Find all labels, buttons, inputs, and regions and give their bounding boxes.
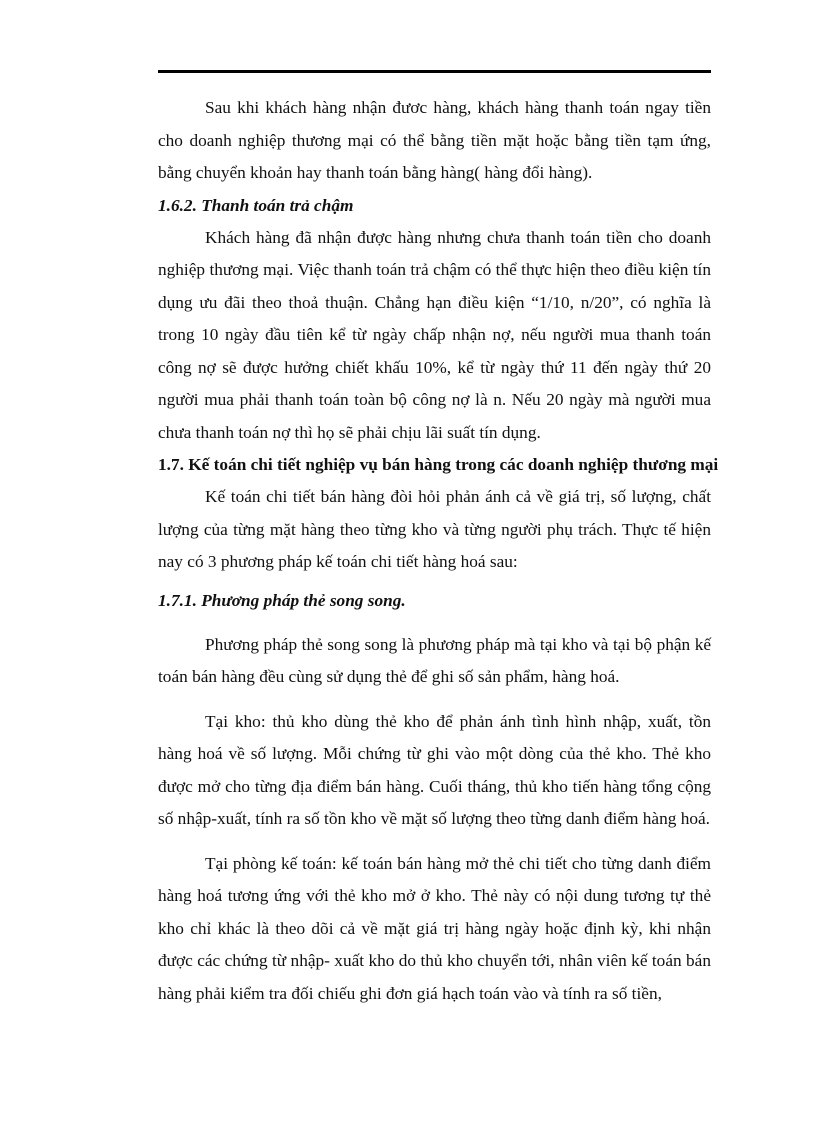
paragraph-detailed-accounting: Kế toán chi tiết bán hàng đòi hỏi phản ánh cả về giá trị, số lượng, chất lượng của từng mặt hàng theo từng kho và từng người phụ trách. Thực tế hiện nay có 3 phương pháp kế toán chi tiết hàng hoá sau: bbox=[158, 487, 711, 571]
heading-1-7: 1.7. Kế toán chi tiết nghiệp vụ bán hàng trong các doanh nghiệp thương mại bbox=[158, 455, 719, 474]
paragraph-payment-immediate: Sau khi khách hàng nhận đươc hàng, khách hàng thanh toán ngay tiền cho doanh nghiệp thương mại có thể bằng tiền mặt hoặc bằng tiền tạm ứng, bằng chuyển khoản hay thanh toán bằng hàng( hàng đổi hàng). bbox=[158, 98, 711, 182]
header-rule bbox=[158, 70, 711, 73]
document-body bbox=[158, 92, 719, 1010]
heading-1-6-2: 1.6.2. Thanh toán trả chậm bbox=[158, 195, 354, 215]
paragraph-at-warehouse: Tại kho: thủ kho dùng thẻ kho để phản ánh tình hình nhập, xuất, tồn hàng hoá về số lượng. Mỗi chứng từ ghi vào một dòng của thẻ kho. Thẻ kho được mở cho từng địa điểm bán hàng. Cuối tháng, thủ kho tiến hàng tổng cộng số nhập-xuất, tính ra số tồn kho về mặt số lượng theo từng danh điểm hàng hoá. bbox=[158, 711, 711, 828]
paragraph-parallel-card-method: Phương pháp thẻ song song là phương pháp mà tại kho và tại bộ phận kế toán bán hàng đều cùng sử dụng thẻ để ghi số sản phẩm, hàng hoá. bbox=[158, 634, 711, 686]
paragraph-at-accounting-dept: Tại phòng kế toán: kế toán bán hàng mở thẻ chi tiết cho từng danh điểm hàng hoá tương ứng với thẻ kho mở ở kho. Thẻ này có nội dung tương tự thẻ kho chỉ khác là theo dõi cả về mặt giá trị hàng ngày hoặc định kỳ, khi nhận được các chứng từ nhập- xuất kho do thủ kho chuyển tới, nhân viên kế toán bán hàng phải kiểm tra đối chiếu ghi đơn giá hạch toán vào và tính ra số tiền, bbox=[158, 853, 711, 1003]
heading-1-7-1: 1.7.1. Phương pháp thẻ song song. bbox=[158, 590, 406, 610]
paragraph-deferred-payment: Khách hàng đã nhận được hàng nhưng chưa thanh toán tiền cho doanh nghiệp thương mại. Việc thanh toán trả chậm có thể thực hiện theo điều kiện tín dụng ưu đãi theo thoả thuận. Chẳng hạn điều kiện “1/10, n/20”, có nghĩa là trong 10 ngày đầu tiên kể từ ngày chấp nhận nợ, nếu người mua thanh toán công nợ sẽ được hưởng chiết khấu 10%, kể từ ngày thứ 11 đến ngày thứ 20 người mua phải thanh toán toàn bộ công nợ là n. Nếu 20 ngày mà người mua chưa thanh toán nợ thì họ sẽ phải chịu lãi suất tín dụng. bbox=[158, 227, 711, 442]
